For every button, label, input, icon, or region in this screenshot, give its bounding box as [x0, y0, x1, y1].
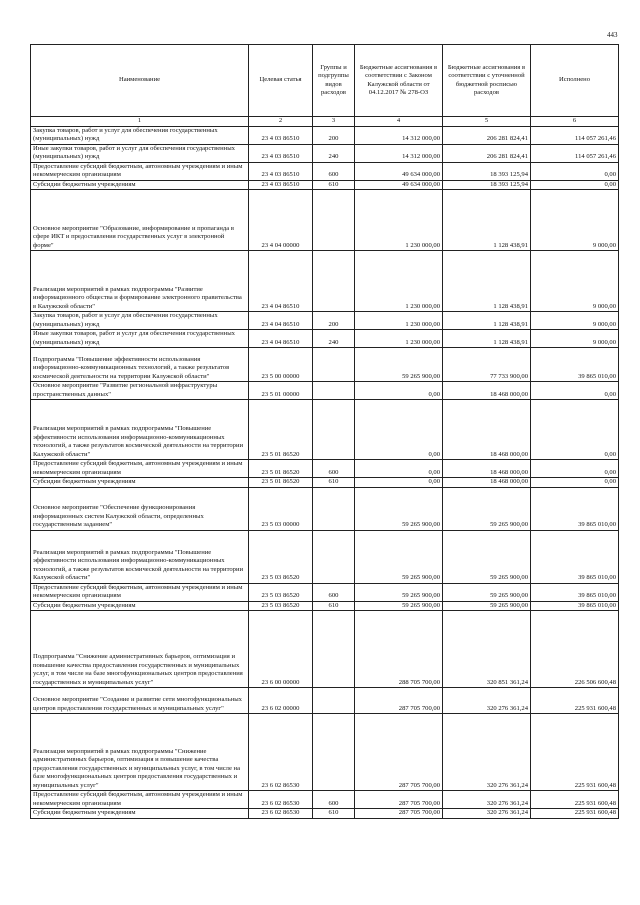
header-name: Наименование [31, 45, 249, 117]
row-executed-amount: 0,00 [531, 478, 619, 488]
row-refined-amount: 59 265 900,00 [443, 530, 531, 583]
row-law-amount: 14 312 000,00 [355, 144, 443, 162]
row-target-code: 23 4 04 86510 [249, 251, 313, 312]
row-group [313, 688, 355, 714]
row-law-amount: 0,00 [355, 478, 443, 488]
row-name: Предоставление субсидий бюджетным, автономным учреждениям и иным некоммерческим организациям [31, 460, 249, 478]
table-row [31, 251, 619, 312]
header-group: Группы и подгруппы видов расходов [313, 45, 355, 117]
row-target-code: 23 4 03 86510 [249, 162, 313, 180]
row-refined-amount: 59 265 900,00 [443, 601, 531, 611]
row-name: Предоставление субсидий бюджетным, автономным учреждениям и иным некоммерческим организациям [31, 583, 249, 601]
header-law: Бюджетные ассигнования в соответствии с Законом Калужской области от 04.12.2017 № 278-ОЗ [355, 45, 443, 117]
row-name: Закупка товаров, работ и услуг для обеспечения государственных (муниципальных) нужд [31, 126, 249, 144]
row-group: 600 [313, 791, 355, 809]
row-executed-amount: 39 865 010,00 [531, 487, 619, 530]
row-group [313, 348, 355, 382]
row-group [313, 382, 355, 400]
row-name: Субсидии бюджетным учреждениям [31, 478, 249, 488]
row-target-code: 23 5 00 00000 [249, 348, 313, 382]
row-group: 200 [313, 126, 355, 144]
row-executed-amount: 0,00 [531, 180, 619, 190]
row-refined-amount: 320 276 361,24 [443, 714, 531, 791]
row-refined-amount: 18 468 000,00 [443, 400, 531, 460]
row-refined-amount: 18 393 125,94 [443, 162, 531, 180]
table-row [31, 583, 619, 601]
table-row [31, 688, 619, 714]
row-refined-amount: 77 733 900,00 [443, 348, 531, 382]
row-group: 610 [313, 809, 355, 819]
row-target-code: 23 4 03 86510 [249, 180, 313, 190]
row-refined-amount: 206 281 824,41 [443, 144, 531, 162]
row-name: Основное мероприятие "Создание и развитие сети многофункциональных центров предоставления государственных и муниципальных услуг" [31, 688, 249, 714]
row-executed-amount: 39 865 010,00 [531, 530, 619, 583]
table-row [31, 382, 619, 400]
row-executed-amount: 9 000,00 [531, 190, 619, 251]
row-target-code: 23 5 03 86520 [249, 601, 313, 611]
row-law-amount: 1 230 000,00 [355, 330, 443, 348]
row-refined-amount: 18 468 000,00 [443, 460, 531, 478]
row-law-amount: 0,00 [355, 400, 443, 460]
table-row [31, 180, 619, 190]
row-name: Подпрограмма "Повышение эффективности использования информационно-коммуникационных технологий, а также результатов космической деятельности на территории Калужской области" [31, 348, 249, 382]
header-target: Целевая статья [249, 45, 313, 117]
row-executed-amount: 225 931 600,48 [531, 688, 619, 714]
table-row [31, 601, 619, 611]
row-refined-amount: 59 265 900,00 [443, 487, 531, 530]
row-executed-amount: 225 931 600,48 [531, 791, 619, 809]
column-numbers-row [31, 117, 619, 127]
row-law-amount: 59 265 900,00 [355, 583, 443, 601]
row-refined-amount: 1 128 438,91 [443, 330, 531, 348]
row-name: Реализация мероприятий в рамках подпрограммы "Развитие информационного общества и формирование электронного правительства в Калужской области" [31, 251, 249, 312]
table-body [31, 126, 619, 818]
table-row [31, 330, 619, 348]
row-name: Основное мероприятие "Развитие региональной инфраструктуры пространственных данных" [31, 382, 249, 400]
row-executed-amount: 225 931 600,48 [531, 809, 619, 819]
table-row [31, 611, 619, 688]
table-row [31, 348, 619, 382]
row-name: Реализация мероприятий в рамках подпрограммы "Повышение эффективности использования информационно-коммуникационных технологий, а также результатов космической деятельности на территории Калужской области" [31, 400, 249, 460]
row-law-amount: 59 265 900,00 [355, 601, 443, 611]
row-target-code: 23 6 02 86530 [249, 791, 313, 809]
row-target-code: 23 5 01 86520 [249, 400, 313, 460]
row-law-amount: 0,00 [355, 460, 443, 478]
table-row [31, 126, 619, 144]
row-name: Основное мероприятие "Образование, информирование и пропаганда в сфере ИКТ и предоставления государственных услуг в электронной форме" [31, 190, 249, 251]
row-target-code: 23 5 03 86520 [249, 583, 313, 601]
row-executed-amount: 0,00 [531, 460, 619, 478]
row-refined-amount: 1 128 438,91 [443, 190, 531, 251]
row-group: 200 [313, 312, 355, 330]
row-law-amount: 14 312 000,00 [355, 126, 443, 144]
row-executed-amount: 39 865 010,00 [531, 601, 619, 611]
row-target-code: 23 5 03 86520 [249, 530, 313, 583]
table-row [31, 478, 619, 488]
row-executed-amount: 0,00 [531, 382, 619, 400]
column-number: 6 [531, 117, 619, 127]
row-group: 610 [313, 180, 355, 190]
row-executed-amount: 0,00 [531, 400, 619, 460]
row-executed-amount: 226 506 600,48 [531, 611, 619, 688]
row-name: Предоставление субсидий бюджетным, автономным учреждениям и иным некоммерческим организациям [31, 162, 249, 180]
row-group [313, 400, 355, 460]
header-row [31, 45, 619, 117]
table-row [31, 487, 619, 530]
row-group [313, 611, 355, 688]
row-group: 600 [313, 162, 355, 180]
row-refined-amount: 320 276 361,24 [443, 809, 531, 819]
column-number: 1 [31, 117, 249, 127]
row-target-code: 23 4 03 86510 [249, 126, 313, 144]
row-executed-amount: 39 865 010,00 [531, 348, 619, 382]
row-target-code: 23 5 01 86520 [249, 478, 313, 488]
row-name: Подпрограмма "Снижение административных барьеров, оптимизация и повышение качества предоставления государственных и муниципальных услуг, в том числе на базе многофункциональных центров предоставления государственных и муниципальных услуг" [31, 611, 249, 688]
row-group: 600 [313, 583, 355, 601]
row-group [313, 251, 355, 312]
row-group: 610 [313, 478, 355, 488]
table-row [31, 460, 619, 478]
row-target-code: 23 6 02 00000 [249, 688, 313, 714]
row-executed-amount: 225 931 600,48 [531, 714, 619, 791]
row-executed-amount: 9 000,00 [531, 251, 619, 312]
row-name: Основное мероприятие "Обеспечение функционирования информационных систем Калужской области, определенных государственным заданием" [31, 487, 249, 530]
table-row [31, 162, 619, 180]
row-refined-amount: 1 128 438,91 [443, 312, 531, 330]
row-group [313, 714, 355, 791]
row-name: Субсидии бюджетным учреждениям [31, 809, 249, 819]
row-name: Субсидии бюджетным учреждениям [31, 601, 249, 611]
row-group: 610 [313, 601, 355, 611]
row-group: 600 [313, 460, 355, 478]
column-number: 4 [355, 117, 443, 127]
budget-table [30, 44, 619, 819]
header-refined: Бюджетные ассигнования в соответствии с уточненной бюджетной росписью расходов [443, 45, 531, 117]
row-law-amount: 59 265 900,00 [355, 487, 443, 530]
row-law-amount: 59 265 900,00 [355, 530, 443, 583]
row-group [313, 487, 355, 530]
row-law-amount: 0,00 [355, 382, 443, 400]
table-row [31, 791, 619, 809]
table-row [31, 312, 619, 330]
table-row [31, 400, 619, 460]
row-law-amount: 1 230 000,00 [355, 312, 443, 330]
row-law-amount: 288 705 700,00 [355, 611, 443, 688]
row-law-amount: 49 634 000,00 [355, 162, 443, 180]
row-group: 240 [313, 330, 355, 348]
row-refined-amount: 320 276 361,24 [443, 688, 531, 714]
row-target-code: 23 6 02 86530 [249, 714, 313, 791]
table-row [31, 190, 619, 251]
column-number: 3 [313, 117, 355, 127]
row-target-code: 23 4 03 86510 [249, 144, 313, 162]
row-name: Субсидии бюджетным учреждениям [31, 180, 249, 190]
row-refined-amount: 18 468 000,00 [443, 382, 531, 400]
row-law-amount: 287 705 700,00 [355, 714, 443, 791]
row-refined-amount: 59 265 900,00 [443, 583, 531, 601]
row-name: Реализация мероприятий в рамках подпрограммы "Повышение эффективности использования информационно-коммуникационных технологий, а также результатов космической деятельности на территории Калужской области" [31, 530, 249, 583]
row-target-code: 23 5 01 86520 [249, 460, 313, 478]
row-executed-amount: 9 000,00 [531, 312, 619, 330]
column-number: 2 [249, 117, 313, 127]
row-law-amount: 59 265 900,00 [355, 348, 443, 382]
row-name: Закупка товаров, работ и услуг для обеспечения государственных (муниципальных) нужд [31, 312, 249, 330]
row-name: Иные закупки товаров, работ и услуг для обеспечения государственных (муниципальных) нужд [31, 144, 249, 162]
row-executed-amount: 114 057 261,46 [531, 144, 619, 162]
table-row [31, 714, 619, 791]
row-law-amount: 49 634 000,00 [355, 180, 443, 190]
row-target-code: 23 6 00 00000 [249, 611, 313, 688]
row-refined-amount: 320 276 361,24 [443, 791, 531, 809]
page-number: 443 [607, 31, 618, 39]
row-law-amount: 287 705 700,00 [355, 809, 443, 819]
row-executed-amount: 39 865 010,00 [531, 583, 619, 601]
table-row [31, 809, 619, 819]
row-refined-amount: 320 851 361,24 [443, 611, 531, 688]
row-group: 240 [313, 144, 355, 162]
row-executed-amount: 114 057 261,46 [531, 126, 619, 144]
header-executed: Исполнено [531, 45, 619, 117]
row-target-code: 23 4 04 00000 [249, 190, 313, 251]
row-law-amount: 287 705 700,00 [355, 688, 443, 714]
row-refined-amount: 18 393 125,94 [443, 180, 531, 190]
column-number: 5 [443, 117, 531, 127]
row-target-code: 23 5 03 00000 [249, 487, 313, 530]
row-refined-amount: 206 281 824,41 [443, 126, 531, 144]
row-group [313, 190, 355, 251]
row-executed-amount: 9 000,00 [531, 330, 619, 348]
row-target-code: 23 6 02 86530 [249, 809, 313, 819]
row-refined-amount: 1 128 438,91 [443, 251, 531, 312]
row-law-amount: 287 705 700,00 [355, 791, 443, 809]
table-row [31, 530, 619, 583]
table-row [31, 144, 619, 162]
row-name: Предоставление субсидий бюджетным, автономным учреждениям и иным некоммерческим организациям [31, 791, 249, 809]
row-law-amount: 1 230 000,00 [355, 251, 443, 312]
row-name: Иные закупки товаров, работ и услуг для обеспечения государственных (муниципальных) нужд [31, 330, 249, 348]
row-target-code: 23 4 04 86510 [249, 330, 313, 348]
row-target-code: 23 4 04 86510 [249, 312, 313, 330]
row-name: Реализация мероприятий в рамках подпрограммы "Снижение административных барьеров, оптимизация и повышение качества предоставления государственных и муниципальных услуг, в том числе на базе многофункциональных центров предоставления государственных и муниципальных услуг" [31, 714, 249, 791]
row-group [313, 530, 355, 583]
row-target-code: 23 5 01 00000 [249, 382, 313, 400]
row-refined-amount: 18 468 000,00 [443, 478, 531, 488]
row-executed-amount: 0,00 [531, 162, 619, 180]
row-law-amount: 1 230 000,00 [355, 190, 443, 251]
